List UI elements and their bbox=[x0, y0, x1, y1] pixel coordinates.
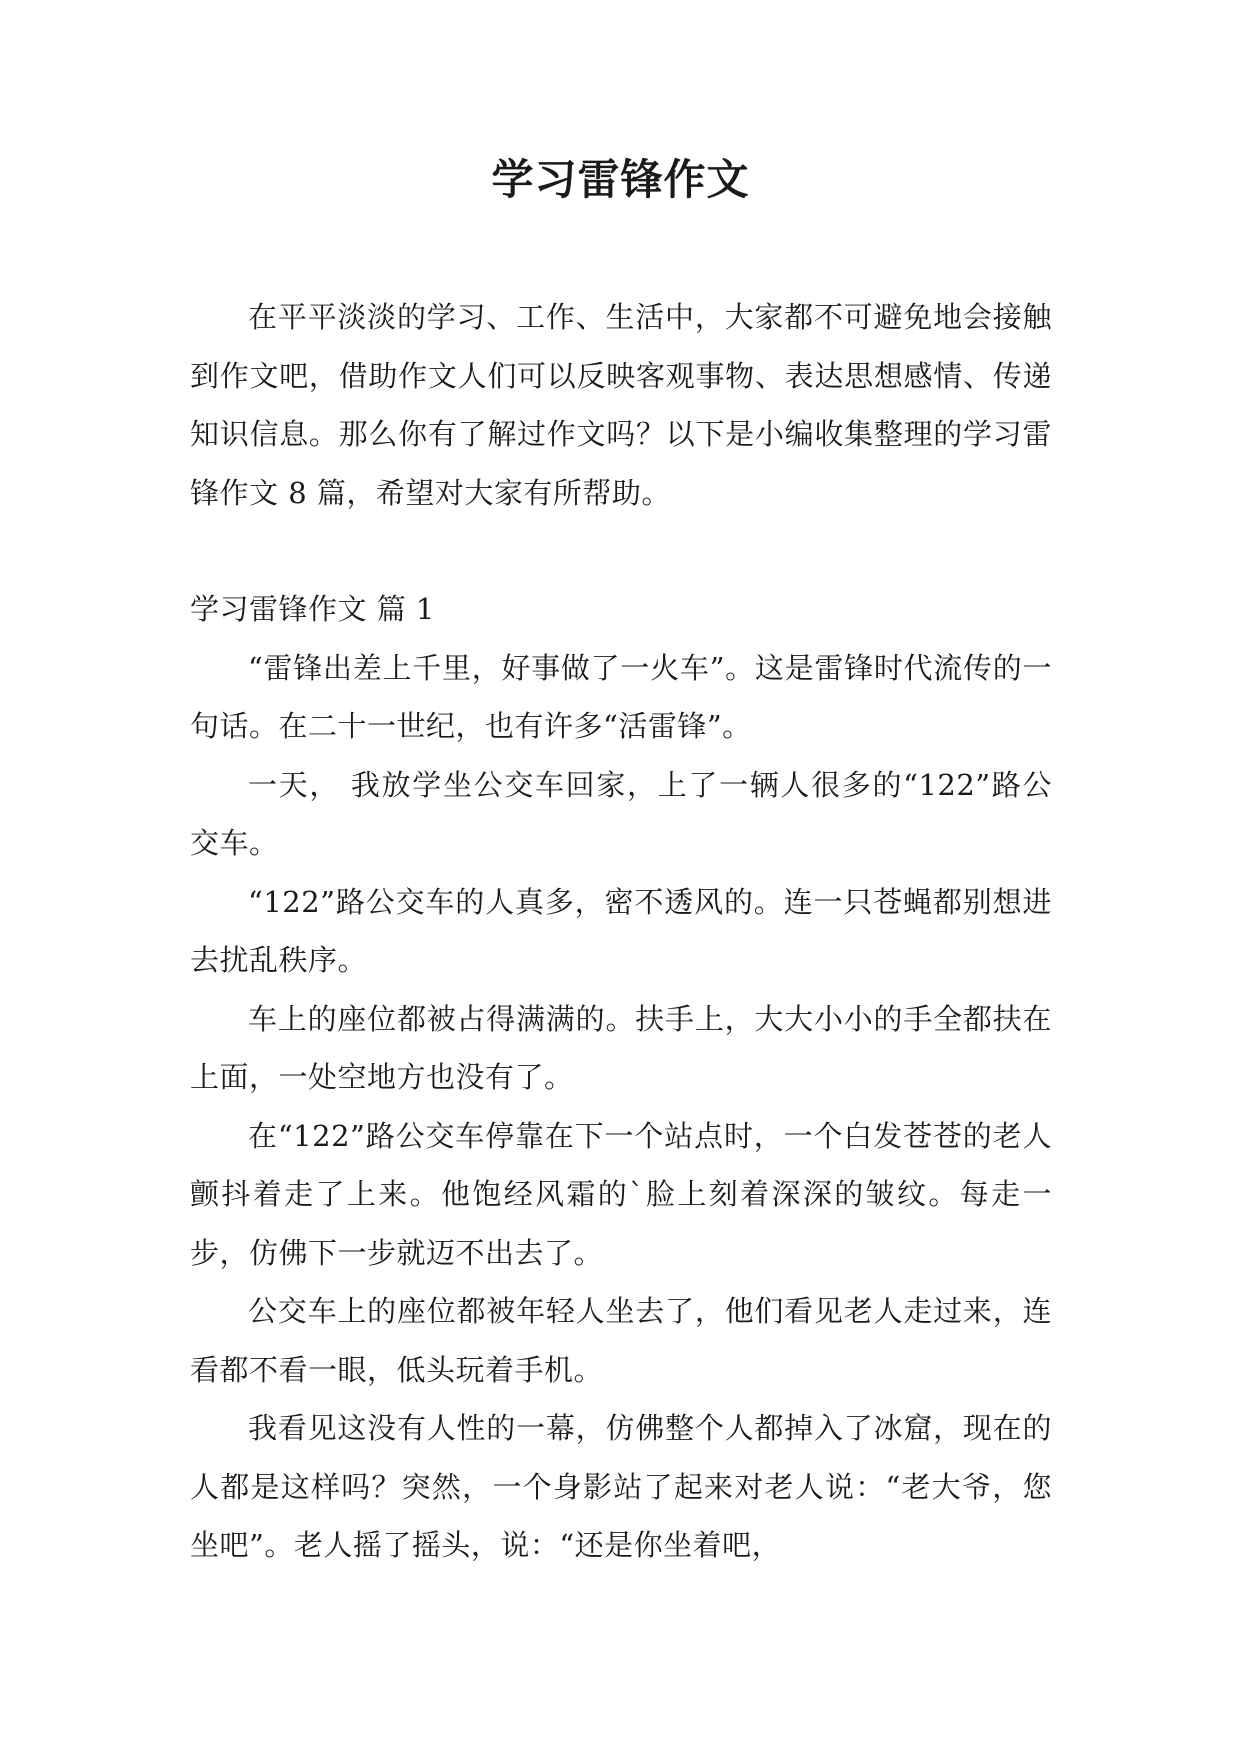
body-paragraph: 在“122”路公交车停靠在下一个站点时，一个白发苍苍的老人颤抖着走了上来。他饱经风霜的`脸上刻着深深的皱纹。每走一步，仿佛下一步就迈不出去了。 bbox=[190, 1118, 1052, 1270]
body-paragraph: 公交车上的座位都被年轻人坐去了，他们看见老人走过来，连看都不看一眼，低头玩着手机。 bbox=[190, 1294, 1052, 1387]
document-body bbox=[190, 288, 1052, 1575]
section-heading: 学习雷锋作文 篇 1 bbox=[190, 592, 435, 626]
body-paragraph: 一天， 我放学坐公交车回家，上了一辆人很多的“122”路公交车。 bbox=[190, 767, 1052, 860]
intro-paragraph: 在平平淡淡的学习、工作、生活中，大家都不可避免地会接触到作文吧，借助作文人们可以反映客观事物、表达思想感情、传递知识信息。那么你有了解过作文吗？以下是小编收集整理的学习雷锋作文 8 篇，希望对大家有所帮助。 bbox=[190, 300, 1052, 510]
document-title: 学习雷锋作文 bbox=[491, 155, 750, 204]
body-paragraph: “122”路公交车的人真多，密不透风的。连一只苍蝇都别想进去扰乱秩序。 bbox=[190, 884, 1052, 977]
body-paragraph: 车上的座位都被占得满满的。扶手上，大大小小的手全都扶在上面，一处空地方也没有了。 bbox=[190, 1001, 1052, 1094]
body-paragraph: “雷锋出差上千里，好事做了一火车”。这是雷锋时代流传的一句话。在二十一世纪，也有许多“活雷锋”。 bbox=[190, 650, 1052, 743]
body-paragraph: 我看见这没有人性的一幕，仿佛整个人都掉入了冰窟，现在的人都是这样吗？突然，一个身影站了起来对老人说：“老大爷，您坐吧”。老人摇了摇头，说：“还是你坐着吧， bbox=[190, 1411, 1052, 1562]
